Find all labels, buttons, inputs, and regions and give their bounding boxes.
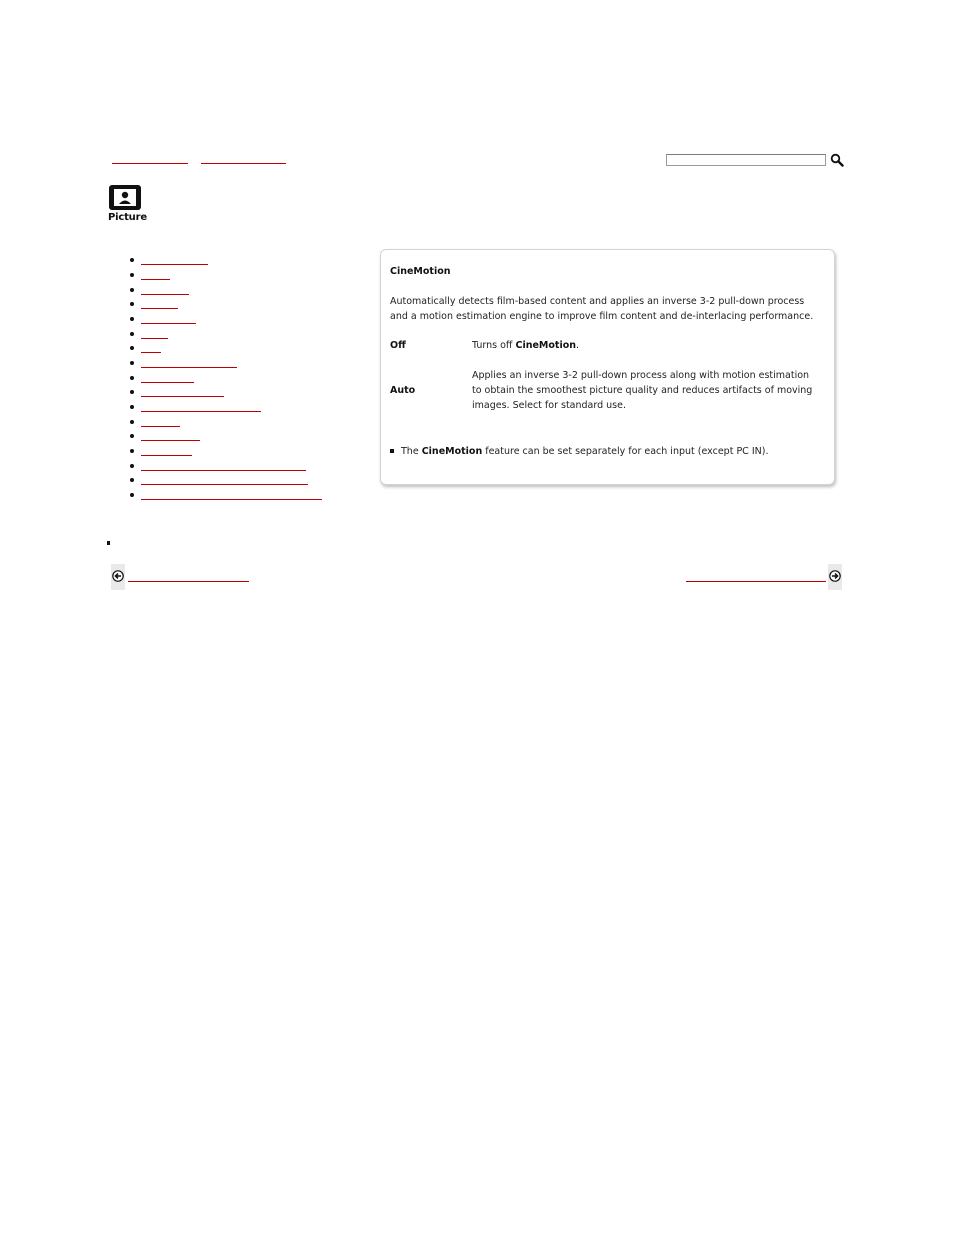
- panel-description: Automatically detects film-based content and applies an inverse 3-2 pull-down process and a motion estimation engine to improve film content and de-interlacing performance.: [390, 296, 814, 322]
- panel-title: CineMotion: [390, 266, 451, 277]
- sidebar-item-2[interactable]: [141, 279, 170, 280]
- list-bullet: [130, 464, 134, 468]
- sidebar-item-7[interactable]: [141, 352, 161, 353]
- sidebar-item-13[interactable]: [141, 440, 200, 441]
- list-bullet: [130, 420, 134, 424]
- list-bullet: [130, 405, 134, 409]
- list-bullet: [130, 288, 134, 292]
- picture-icon: [109, 185, 141, 210]
- sidebar-item-14[interactable]: [141, 455, 192, 456]
- breadcrumb-link-2[interactable]: [201, 163, 286, 164]
- note-bold: CineMotion: [421, 446, 483, 457]
- list-bullet: [130, 258, 134, 262]
- sidebar-item-11[interactable]: [141, 411, 261, 412]
- option-desc-auto: Applies an inverse 3-2 pull-down process along with motion estimation to obtain the smoothest picture quality and reduces artifacts of moving images. Select for standard use.: [472, 370, 813, 411]
- sidebar-item-16[interactable]: [141, 484, 308, 485]
- sidebar-item-10[interactable]: [141, 396, 224, 397]
- search-input[interactable]: [666, 154, 826, 166]
- list-bullet: [130, 317, 134, 321]
- next-page-link[interactable]: [686, 581, 826, 582]
- magnifier-icon: [830, 153, 844, 167]
- sidebar-item-17[interactable]: [141, 499, 322, 500]
- list-bullet: [130, 449, 134, 453]
- list-marker: [107, 541, 110, 545]
- prev-page-button[interactable]: [111, 564, 125, 590]
- sidebar-item-15[interactable]: [141, 470, 306, 471]
- list-bullet: [130, 302, 134, 306]
- list-bullet: [130, 346, 134, 350]
- section-title: Picture: [108, 212, 147, 223]
- option-desc-off-prefix: Turns off: [472, 340, 516, 351]
- list-bullet: [130, 376, 134, 380]
- sidebar-item-9[interactable]: [141, 382, 194, 383]
- breadcrumb-link-1[interactable]: [112, 163, 188, 164]
- list-bullet: [130, 273, 134, 277]
- arrow-left-icon: [112, 570, 124, 582]
- sidebar-item-5[interactable]: [141, 323, 196, 324]
- option-desc-off-bold: CineMotion: [515, 340, 577, 351]
- next-page-button[interactable]: [828, 564, 842, 590]
- list-bullet: [130, 434, 134, 438]
- note-bullet: [390, 449, 394, 453]
- panel-note: [401, 444, 768, 459]
- arrow-right-icon: [829, 570, 841, 582]
- option-desc-off-suffix: .: [576, 340, 580, 351]
- search-button[interactable]: [830, 152, 844, 166]
- list-bullet: [130, 390, 134, 394]
- sidebar-item-1[interactable]: [141, 264, 208, 265]
- list-bullet: [130, 361, 134, 365]
- option-name-auto: Auto: [390, 385, 416, 396]
- sidebar-item-6[interactable]: [141, 338, 168, 339]
- option-name-off: Off: [390, 340, 406, 351]
- note-prefix: The: [401, 446, 422, 457]
- sidebar-item-4[interactable]: [141, 308, 178, 309]
- list-bullet: [130, 493, 134, 497]
- note-suffix: feature can be set separately for each input (except PC IN).: [482, 446, 769, 457]
- sidebar-item-3[interactable]: [141, 294, 189, 295]
- sidebar-item-12[interactable]: [141, 426, 180, 427]
- sidebar-item-8[interactable]: [141, 367, 237, 368]
- list-bullet: [130, 478, 134, 482]
- list-bullet: [130, 332, 134, 336]
- option-desc-off: [472, 338, 579, 353]
- prev-page-link[interactable]: [128, 581, 249, 582]
